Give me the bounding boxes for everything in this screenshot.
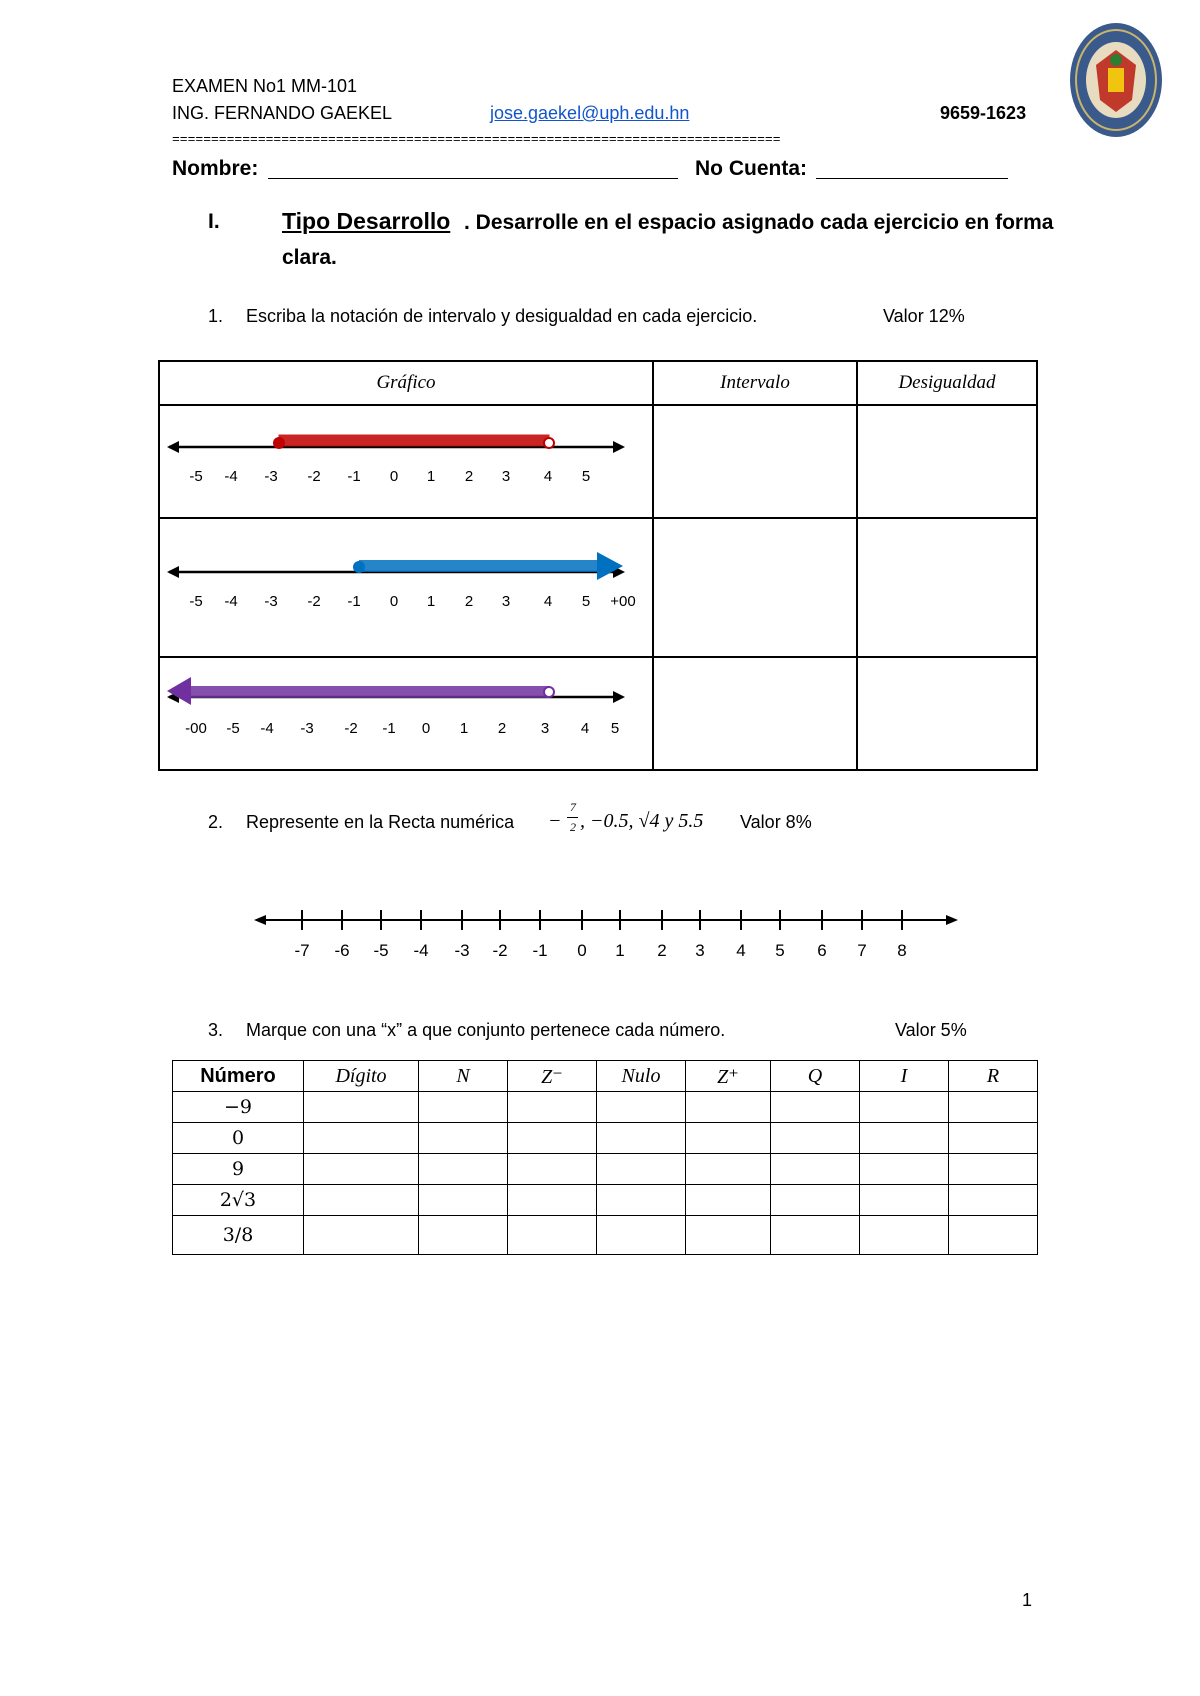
tick-label: -4: [224, 468, 238, 485]
email-link[interactable]: jose.gaekel@uph.edu.hn: [490, 103, 690, 123]
tick-label: -4: [224, 593, 238, 610]
q3-cell[interactable]: [508, 1092, 597, 1123]
tick-label: -2: [307, 593, 321, 610]
q3-cell[interactable]: [949, 1123, 1038, 1154]
tick-label: 1: [615, 941, 625, 960]
tick-label: 4: [543, 593, 553, 610]
tick-label: -3: [300, 720, 314, 737]
section-title: Tipo Desarrollo: [282, 208, 451, 234]
q1-header-grafico: Gráfico: [159, 361, 653, 405]
q1-interval-answer-3[interactable]: [653, 657, 857, 770]
q3-cell[interactable]: [771, 1123, 860, 1154]
q1-interval-answer-1[interactable]: [653, 405, 857, 518]
tick-label: -4: [413, 941, 429, 960]
q2-expression: , −0.5, √4 y 5.5: [580, 810, 704, 832]
tick-label: 0: [421, 720, 431, 737]
q3-cell[interactable]: [860, 1092, 949, 1123]
q2-number-line: [250, 900, 970, 970]
q3-cell[interactable]: [597, 1216, 686, 1255]
table-row: [173, 1123, 1038, 1154]
closed-endpoint: [273, 437, 285, 449]
tick-label: +00: [610, 593, 636, 610]
q3-cell[interactable]: [860, 1154, 949, 1185]
tick-label: -1: [347, 593, 361, 610]
tick-label: -5: [373, 941, 389, 960]
tick-label: 3: [501, 593, 511, 610]
q3-header-z-plus: Z⁺: [686, 1061, 771, 1092]
q3-header-digito: Dígito: [304, 1061, 419, 1092]
q3-cell[interactable]: [304, 1216, 419, 1255]
open-endpoint: [544, 687, 554, 697]
account-label: No Cuenta:: [695, 157, 807, 180]
tick-label: 2: [497, 720, 507, 737]
q1-inequality-answer-3[interactable]: [857, 657, 1037, 770]
teacher-name: ING. FERNANDO GAEKEL: [172, 103, 393, 123]
tick-label: 4: [580, 720, 590, 737]
q3-cell[interactable]: [771, 1216, 860, 1255]
tick-label: -4: [260, 720, 274, 737]
q3-cell[interactable]: [419, 1185, 508, 1216]
separator-line: ==============================================================================: [172, 132, 781, 147]
q2-fraction-bar: [567, 817, 578, 818]
tick-label: -7: [294, 941, 310, 960]
account-input-line[interactable]: [816, 178, 1008, 179]
q3-row-number: 3/8: [173, 1216, 304, 1255]
q3-cell[interactable]: [508, 1123, 597, 1154]
q3-header-i: I: [860, 1061, 949, 1092]
q3-text: Marque con una “x” a que conjunto pertenece cada número.: [246, 1020, 726, 1040]
exam-title: EXAMEN No1 MM-101: [172, 76, 358, 96]
q2-fraction-denominator: 2: [570, 820, 576, 834]
q3-cell[interactable]: [419, 1123, 508, 1154]
table-row: [173, 1154, 1038, 1185]
q3-table: [172, 1060, 1038, 1255]
q1-table: [158, 360, 1038, 771]
tick-label: 2: [657, 941, 667, 960]
tick-label: 5: [775, 941, 785, 960]
q2-text: Represente en la Recta numérica: [246, 812, 515, 832]
q3-cell[interactable]: [419, 1154, 508, 1185]
q3-row-number: 9: [173, 1154, 304, 1185]
q3-cell[interactable]: [686, 1185, 771, 1216]
q1-header-intervalo: Intervalo: [653, 361, 857, 405]
q1-number: 1.: [208, 306, 224, 326]
q2-minus: −: [548, 810, 562, 832]
tick-label: -3: [264, 468, 278, 485]
q2-fraction-numerator: 7: [570, 800, 576, 814]
table-row: [173, 1216, 1038, 1255]
tick-label: -6: [334, 941, 350, 960]
tick-label: 7: [857, 941, 867, 960]
tick-label: 0: [577, 941, 587, 960]
tick-label: -5: [189, 468, 203, 485]
q3-cell[interactable]: [686, 1154, 771, 1185]
q3-row-number: 2√3: [173, 1185, 304, 1216]
q3-cell[interactable]: [508, 1216, 597, 1255]
tick-label: -3: [264, 593, 278, 610]
closed-endpoint: [353, 561, 365, 573]
q3-cell[interactable]: [949, 1154, 1038, 1185]
number-line-2: [161, 520, 651, 650]
q3-cell[interactable]: [597, 1092, 686, 1123]
q3-cell[interactable]: [304, 1185, 419, 1216]
q3-header-n: N: [419, 1061, 508, 1092]
q1-graph-cell-3: [159, 657, 653, 770]
tick-label: 1: [426, 468, 436, 485]
tick-label: 1: [426, 593, 436, 610]
q3-header-q: Q: [771, 1061, 860, 1092]
section-instructions-cont: clara.: [282, 246, 337, 269]
tick-label: -2: [492, 941, 508, 960]
tick-label: -1: [347, 468, 361, 485]
table-row: [173, 1185, 1038, 1216]
page-number: 1: [1022, 1590, 1033, 1610]
q2-number: 2.: [208, 812, 224, 832]
number-line-1: [161, 407, 651, 511]
q1-text: Escriba la notación de intervalo y desigualdad en cada ejercicio.: [246, 306, 758, 326]
q3-row-number: 0: [173, 1123, 304, 1154]
tick-label: -3: [454, 941, 470, 960]
tick-label: -2: [344, 720, 358, 737]
tick-label: -2: [307, 468, 321, 485]
q1-interval-answer-2[interactable]: [653, 518, 857, 657]
q3-cell[interactable]: [686, 1092, 771, 1123]
tick-label: 3: [540, 720, 550, 737]
q3-cell[interactable]: [860, 1185, 949, 1216]
q3-cell[interactable]: [508, 1185, 597, 1216]
q3-cell[interactable]: [860, 1123, 949, 1154]
tick-label: -5: [226, 720, 240, 737]
number-line-3: [161, 659, 651, 763]
q3-cell[interactable]: [949, 1185, 1038, 1216]
q3-row-number: −9: [173, 1092, 304, 1123]
q3-cell[interactable]: [686, 1123, 771, 1154]
q1-graph-cell-1: [159, 405, 653, 518]
tick-label: 5: [610, 720, 620, 737]
q3-value: Valor 5%: [895, 1020, 967, 1040]
q3-cell[interactable]: [771, 1092, 860, 1123]
tick-label: -1: [382, 720, 396, 737]
q3-cell[interactable]: [508, 1154, 597, 1185]
q3-cell[interactable]: [597, 1123, 686, 1154]
tick-label: 0: [389, 468, 399, 485]
q3-cell[interactable]: [771, 1185, 860, 1216]
tick-label: 2: [464, 468, 474, 485]
q3-cell[interactable]: [597, 1154, 686, 1185]
phone-number: 9659-1623: [940, 103, 1027, 123]
tick-label: 3: [695, 941, 705, 960]
q1-inequality-answer-1[interactable]: [857, 405, 1037, 518]
q3-cell[interactable]: [304, 1154, 419, 1185]
q3-cell[interactable]: [771, 1154, 860, 1185]
tick-label: 2: [464, 593, 474, 610]
q3-number: 3.: [208, 1020, 224, 1040]
q1-graph-cell-2: [159, 518, 653, 657]
tick-label: 3: [501, 468, 511, 485]
name-label: Nombre:: [172, 157, 259, 180]
q3-cell[interactable]: [419, 1216, 508, 1255]
tick-label: -00: [185, 720, 207, 737]
q3-header-z-minus: Z⁻: [508, 1061, 597, 1092]
tick-label: 5: [581, 593, 591, 610]
tick-label: 4: [736, 941, 746, 960]
section-instructions: . Desarrolle en el espacio asignado cada ejercicio en forma: [464, 211, 1054, 234]
q3-cell[interactable]: [419, 1092, 508, 1123]
tick-label: 8: [897, 941, 907, 960]
q3-cell[interactable]: [597, 1185, 686, 1216]
q1-value: Valor 12%: [883, 306, 965, 326]
university-seal-logo: [1066, 20, 1166, 140]
tick-label: 0: [389, 593, 399, 610]
q1-header-desigualdad: Desigualdad: [857, 361, 1037, 405]
q3-cell[interactable]: [949, 1092, 1038, 1123]
tick-label: -5: [189, 593, 203, 610]
q3-cell[interactable]: [304, 1123, 419, 1154]
q2-value: Valor 8%: [740, 812, 812, 832]
tick-label: 5: [581, 468, 591, 485]
tick-label: 6: [817, 941, 827, 960]
q3-header-nulo: Nulo: [597, 1061, 686, 1092]
q3-header-numero: Número: [173, 1061, 304, 1092]
tick-label: -1: [532, 941, 548, 960]
q3-cell[interactable]: [686, 1216, 771, 1255]
tick-label: 4: [543, 468, 553, 485]
tick-label: 1: [459, 720, 469, 737]
section-number: I.: [208, 210, 220, 233]
q3-header-r: R: [949, 1061, 1038, 1092]
name-input-line[interactable]: [268, 178, 678, 179]
q3-cell[interactable]: [304, 1092, 419, 1123]
q3-cell[interactable]: [860, 1216, 949, 1255]
open-endpoint: [544, 438, 554, 448]
q3-cell[interactable]: [949, 1216, 1038, 1255]
table-row: [173, 1092, 1038, 1123]
q1-inequality-answer-2[interactable]: [857, 518, 1037, 657]
